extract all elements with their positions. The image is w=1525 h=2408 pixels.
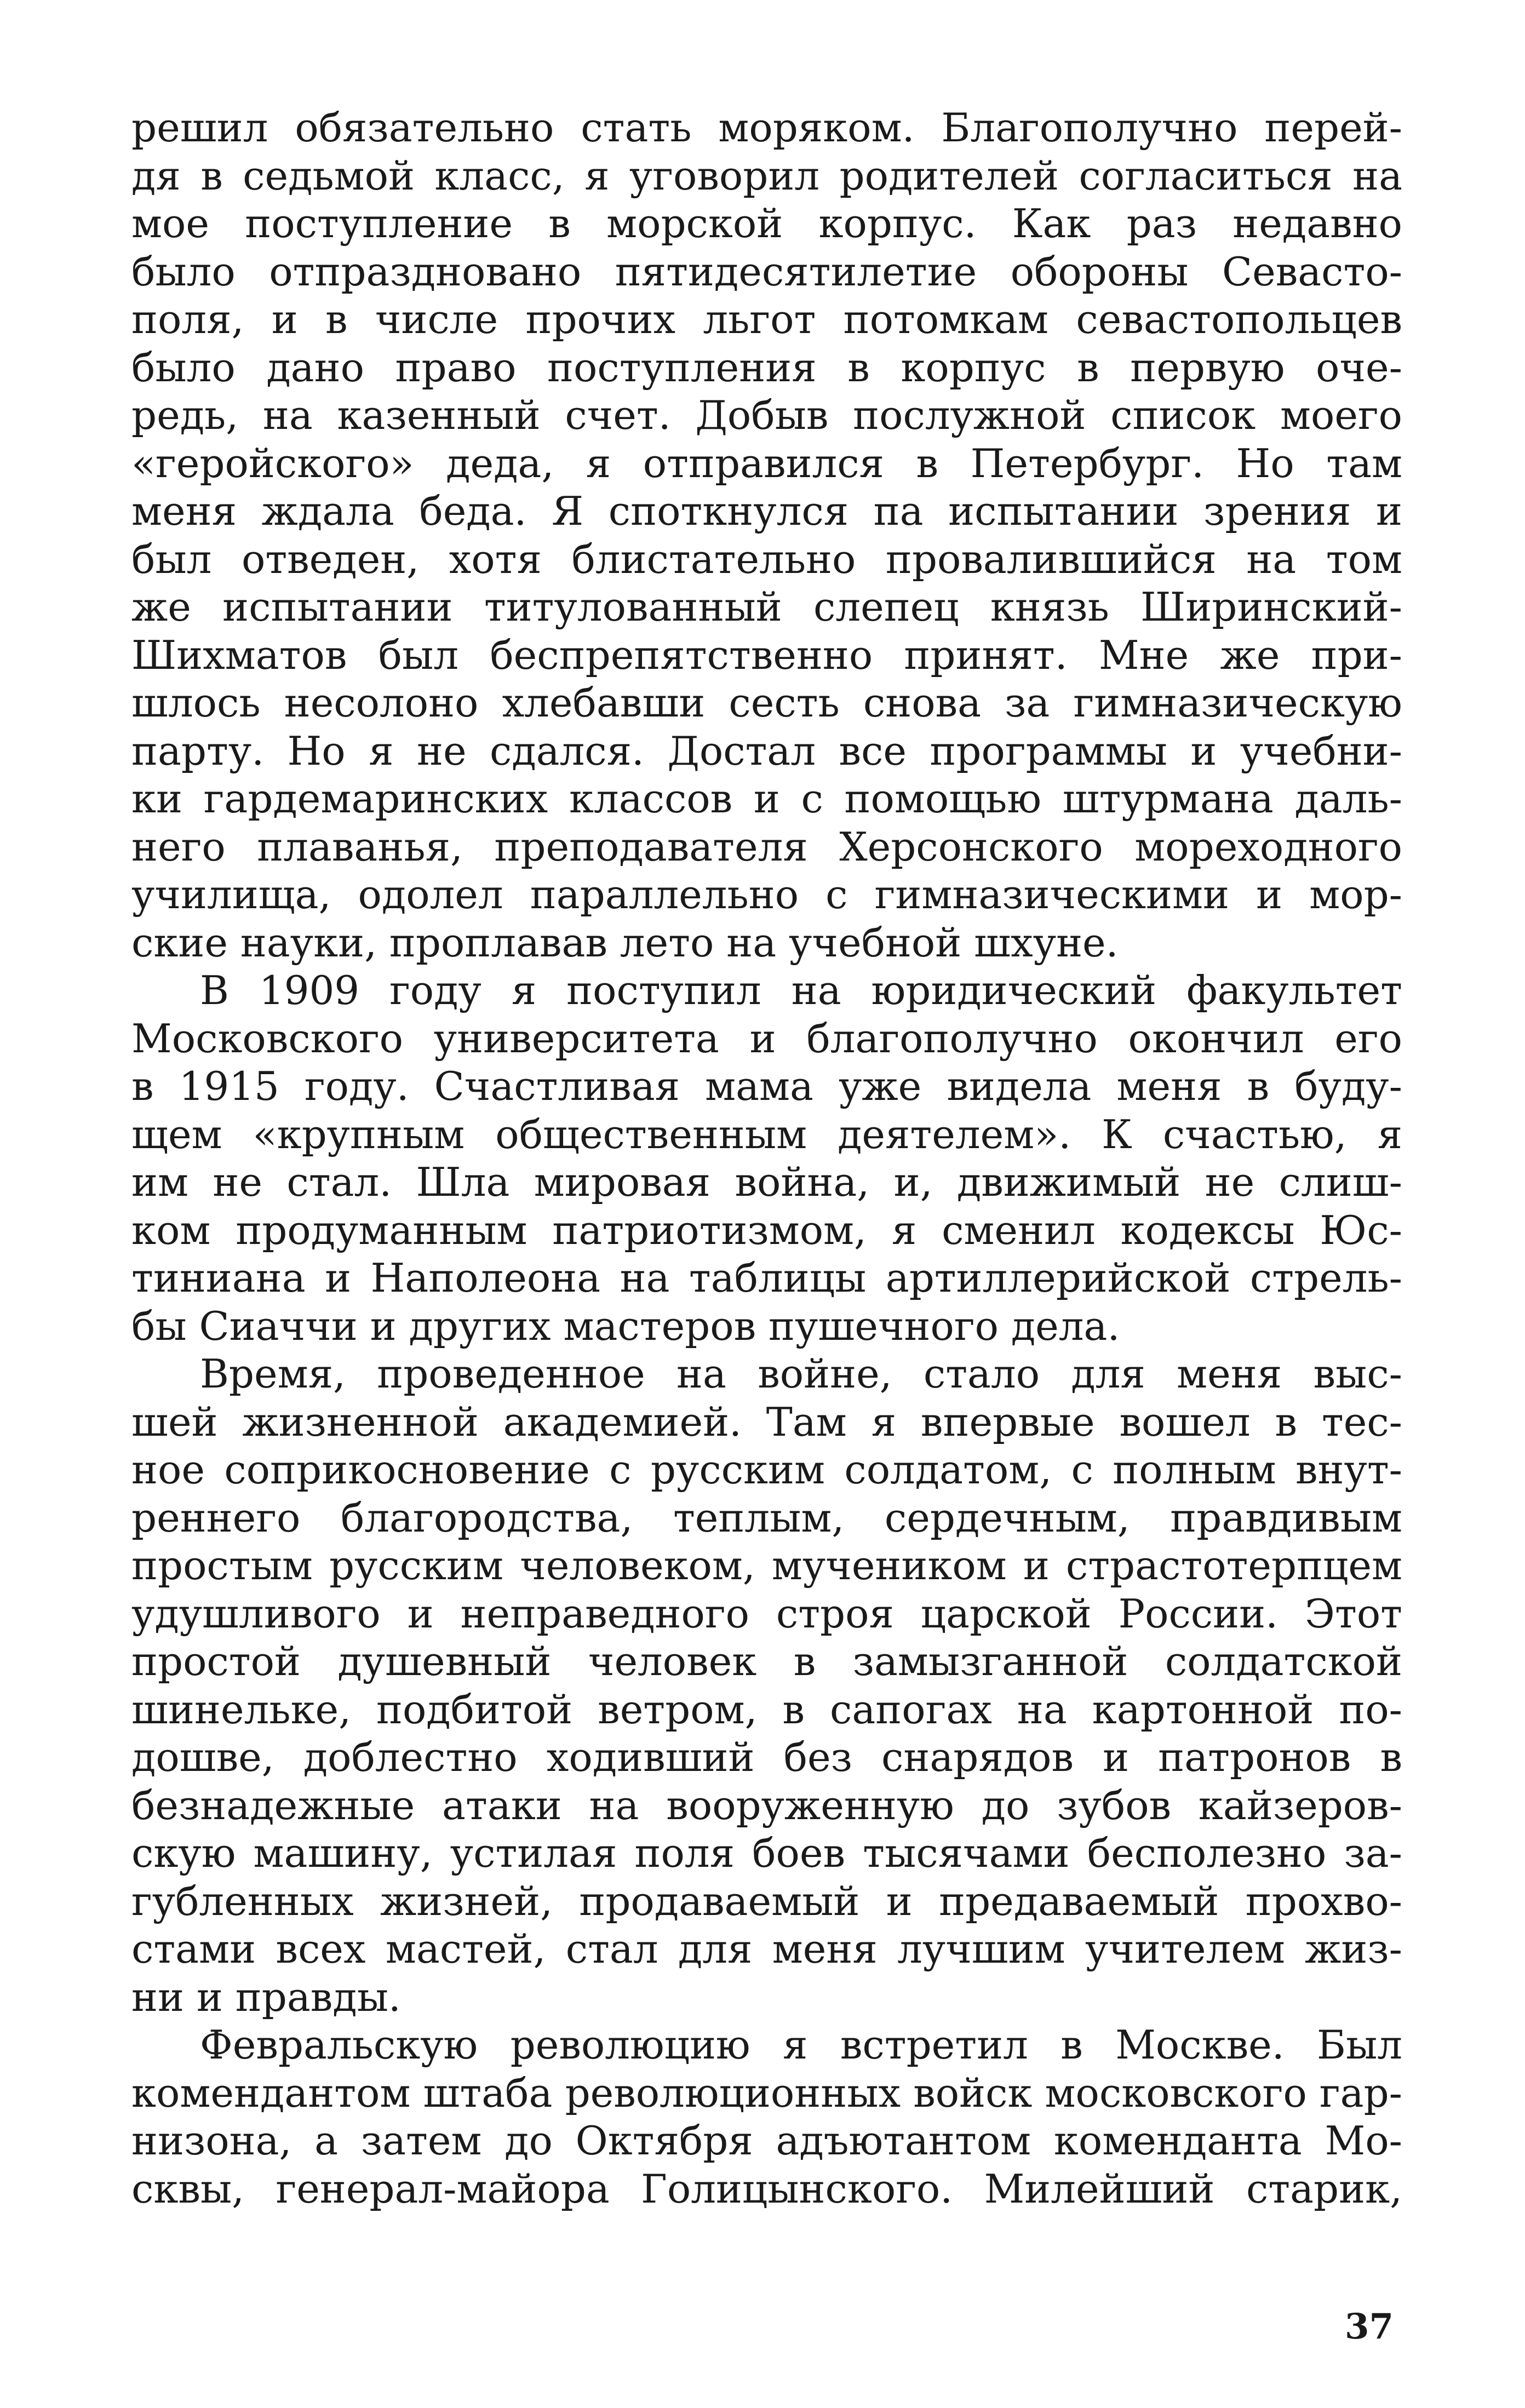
text-line: ком продуманным патриотизмом, я сменил кодексы Юс- [131,1207,1402,1253]
text-line: простой душевный человек в замызганной солдатской [131,1638,1402,1684]
text-line: им не стал. Шла мировая война, и, движимый не слиш- [131,1159,1402,1205]
text-line: стами всех мастей, стал для меня лучшим учителем жиз- [131,1926,1402,1972]
text-line: Московского университета и благополучно окончил его [131,1015,1402,1062]
text-line: было дано право поступления в корпус в первую оче- [131,344,1402,391]
book-page [131,104,1402,2350]
text-line: же испытании титулованный слепец князь Ширинский- [131,584,1402,630]
paragraph-4 [131,2021,1402,2213]
text-line: бы Сиаччи и других мастеров пушечного дела. [131,1303,1120,1349]
text-line: поля, и в числе прочих льгот потомкам севастопольцев [131,296,1402,342]
page-number: 37 [1344,2306,1394,2347]
text-line: Февральскую революцию я встретил в Москве. Был [200,2022,1402,2068]
text-line: шлось несолоно хлебавши сесть снова за гимназическую [131,680,1402,726]
text-line: училища, одолел параллельно с гимназическими и мор- [131,872,1402,918]
text-line: дошве, доблестно ходивший без снарядов и патронов в [131,1734,1402,1780]
text-line: шей жизненной академией. Там я впервые вошел в тес- [131,1398,1402,1445]
text-line: было отпраздновано пятидесятилетие обороны Севасто- [131,248,1402,295]
text-line: был отведен, хотя блистательно провалившийся на том [131,536,1402,582]
text-line: сквы, генерал-майора Голицынского. Милейший старик, [131,2165,1402,2212]
text-line: в 1915 году. Счастливая мама уже видела меня в буду- [131,1063,1402,1109]
paragraph-1 [131,104,1402,967]
text-line: тиниана и Наполеона на таблицы артиллерийской стрель- [131,1255,1402,1301]
paragraph-3 [131,1350,1402,2021]
text-line: простым русским человеком, мучеником и страстотерпцем [131,1543,1402,1589]
text-line: решил обязательно стать моряком. Благополучно перей- [131,105,1402,151]
text-line: дя в седьмой класс, я уговорил родителей согласиться на [131,152,1402,199]
text-line: Время, проведенное на войне, стало для меня выс- [200,1351,1402,1397]
text-line: ное соприкосновение с русским солдатом, с полным внут- [131,1447,1402,1493]
text-line: парту. Но я не сдался. Достал все программы и учебни- [131,727,1402,774]
text-line: шинельке, подбитой ветром, в сапогах на картонной по- [131,1686,1402,1733]
text-line: щем «крупным общественным деятелем». К счастью, я [131,1111,1402,1157]
text-line: него плаванья, преподавателя Херсонского мореходного [131,823,1402,870]
text-line: скую машину, устилая поля боев тысячами бесполезно за- [131,1830,1402,1876]
text-line: реннего благородства, теплым, сердечным, правдивым [131,1494,1402,1541]
text-line: удушливого и неправедного строя царской России. Этот [131,1590,1402,1637]
text-line: мое поступление в морской корпус. Как раз недавно [131,200,1402,246]
text-line: В 1909 году я поступил на юридический факультет [200,967,1402,1013]
text-line: безнадежные атаки на вооруженную до зубов кайзеров- [131,1782,1402,1828]
text-line: Шихматов был беспрепятственно принят. Мне же при- [131,632,1402,678]
text-line: ки гардемаринских классов и с помощью штурмана даль- [131,776,1402,822]
text-line: ские науки, проплавав лето на учебной шхуне. [131,919,1119,966]
text-line: меня ждала беда. Я споткнулся па испытании зрения и [131,488,1402,534]
text-line: низона, а затем до Октября адъютантом коменданта Мо- [131,2118,1402,2164]
text-line: редь, на казенный счет. Добыв послужной список моего [131,392,1402,438]
text-line: ни и правды. [131,1974,401,2020]
text-line: комендантом штаба революционных войск московского гар- [131,2069,1402,2116]
text-line: губленных жизней, продаваемый и предаваемый прохво- [131,1878,1402,1924]
text-line: «геройского» деда, я отправился в Петербург. Но там [131,440,1402,486]
paragraph-2 [131,967,1402,1350]
